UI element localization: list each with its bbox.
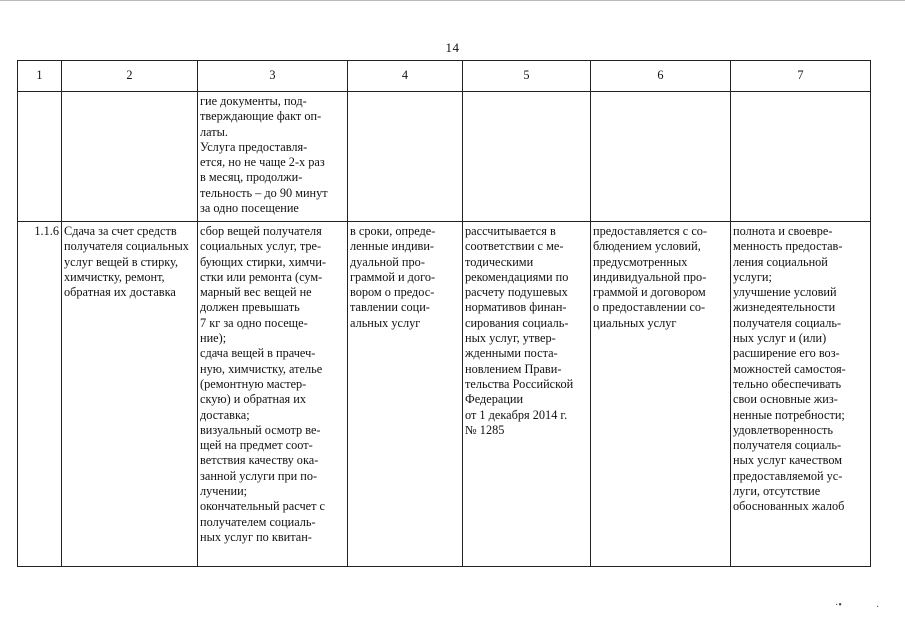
text-line: лучении; — [200, 484, 248, 499]
text-line: получателем социаль- — [200, 514, 316, 529]
cont-cell-1 — [18, 92, 62, 222]
header-col-5: 5 — [463, 61, 591, 92]
service-terms — [348, 222, 463, 567]
text-line: марный вес вещей не — [200, 285, 312, 300]
text-line: получателя социаль- — [733, 438, 842, 453]
text-line: ную, химчистку, ателье — [200, 361, 323, 376]
text-line: получателя социаль- — [733, 315, 842, 330]
text-line: доставка; — [200, 407, 250, 422]
text-line: граммой и дого- — [350, 269, 436, 284]
text-line: жденными поста- — [465, 346, 558, 361]
text-line: циальных услуг — [593, 315, 677, 330]
text-line: расширение его воз- — [733, 346, 840, 361]
text-line: удовлетворенность — [733, 422, 833, 437]
text-line: гие документы, под- — [200, 94, 307, 108]
scan-speck: · — [876, 602, 880, 613]
text-line: рекомендациями по — [465, 269, 569, 284]
continuation-row — [18, 92, 871, 222]
text-line: расчету подушевых — [465, 285, 568, 300]
text-line: в сроки, опреде- — [350, 224, 436, 238]
text-line: обоснованных жалоб — [733, 499, 845, 514]
text-line: о предоставлении со- — [593, 300, 706, 315]
text-line: предоставляется с со- — [593, 224, 708, 238]
text-line: жизнедеятельности — [733, 300, 836, 315]
text-line: социальных услуг, тре- — [200, 239, 322, 254]
text-line: тельность – до 90 минут — [200, 185, 328, 200]
text-line: ленные индиви- — [350, 239, 435, 254]
scan-speck: ·• — [835, 600, 842, 611]
page-number: 14 — [445, 40, 460, 55]
text-line: бующих стирки, химчи- — [200, 254, 327, 269]
text-line: ных услуг и (или) — [733, 331, 827, 346]
text-line: альных услуг — [350, 315, 421, 330]
text-line: соответствии с ме- — [465, 239, 564, 254]
cont-cell-3 — [198, 92, 348, 222]
text-line: от 1 декабря 2014 г. — [465, 407, 568, 422]
text-line: занной услуги при по- — [200, 468, 318, 483]
cont-cell-5 — [463, 92, 591, 222]
services-table — [17, 60, 871, 567]
header-col-6: 6 — [591, 61, 731, 92]
text-line: тавлении соци- — [350, 300, 430, 315]
text-line: предусмотренных — [593, 254, 688, 269]
text-line: Услуга предоставля- — [200, 139, 308, 154]
text-line: услуги; — [733, 269, 772, 284]
text-line: вором о предос- — [350, 285, 435, 300]
text-line: предоставляемой ус- — [733, 468, 843, 483]
text-line: ления социальной — [733, 254, 828, 269]
text-line: щей на предмет соот- — [200, 438, 313, 453]
header-col-2: 2 — [62, 61, 198, 92]
text-line: сдача вещей в прачеч- — [200, 346, 316, 361]
service-row-1-1-6 — [18, 222, 871, 567]
text-line: тельства Российской — [465, 376, 574, 391]
text-line: сбор вещей получателя — [200, 224, 322, 238]
text-line: в месяц, продолжи- — [200, 170, 303, 185]
service-conditions — [591, 222, 731, 567]
service-tariff — [463, 222, 591, 567]
text-line: полнота и своевре- — [733, 224, 833, 238]
top-edge-rule — [0, 0, 905, 1]
text-line: рассчитывается в — [465, 224, 556, 238]
text-line: 7 кг за одно посеще- — [200, 315, 308, 330]
text-line: (ремонтную мастер- — [200, 376, 307, 391]
text-line: ненные потребности; — [733, 407, 845, 422]
service-number: 1.1.6 — [18, 222, 62, 567]
text-line: Федерации — [465, 392, 524, 407]
cont-cell-6 — [591, 92, 731, 222]
text-line: сирования социаль- — [465, 315, 569, 330]
text-line: ние); — [200, 331, 227, 346]
cont-cell-4 — [348, 92, 463, 222]
text-line: тверждающие факт оп- — [200, 109, 322, 124]
text-line: свои основные жиз- — [733, 392, 838, 407]
text-line: визуальный осмотр ве- — [200, 422, 321, 437]
service-name: Сдача за счет средств получателя социальных услуг вещей в стирку, химчистку, ремонт, обратная их доставка — [62, 222, 198, 567]
header-col-7: 7 — [731, 61, 871, 92]
text-line: стки или ремонта (сум- — [200, 269, 323, 284]
text-line: ветствия качеству ока- — [200, 453, 319, 468]
service-indicators — [731, 222, 871, 567]
service-description — [198, 222, 348, 567]
text-line: луги, отсутствие — [733, 484, 821, 499]
text-line: дуальной про- — [350, 254, 425, 269]
header-col-3: 3 — [198, 61, 348, 92]
text-line: № 1285 — [465, 422, 505, 437]
text-line: можностей самостоя- — [733, 361, 846, 376]
header-row — [18, 61, 871, 92]
text-line: ных услуг качеством — [733, 453, 843, 468]
text-line: улучшение условий — [733, 285, 837, 300]
header-col-4: 4 — [348, 61, 463, 92]
text-line: должен превышать — [200, 300, 300, 315]
cont-cell-7 — [731, 92, 871, 222]
text-line: латы. — [200, 124, 228, 139]
text-line: ется, но не чаще 2-х раз — [200, 155, 325, 170]
text-line: ных услуг по квитан- — [200, 529, 312, 544]
text-line: блюдением условий, — [593, 239, 701, 254]
text-line: менность предостав- — [733, 239, 843, 254]
cont-cell-2 — [62, 92, 198, 222]
text-line: окончательный расчет с — [200, 499, 325, 514]
header-col-1: 1 — [18, 61, 62, 92]
text-line: новлением Прави- — [465, 361, 562, 376]
text-line: ных услуг, утвер- — [465, 331, 556, 346]
text-line: за одно посещение — [200, 201, 299, 216]
text-line: тельно обеспечивать — [733, 376, 842, 391]
text-line: тодическими — [465, 254, 534, 269]
text-line: скую) и обратная их — [200, 392, 306, 407]
text-line: индивидуальной про- — [593, 269, 707, 284]
text-line: граммой и договором — [593, 285, 706, 300]
text-line: нормативов финан- — [465, 300, 567, 315]
